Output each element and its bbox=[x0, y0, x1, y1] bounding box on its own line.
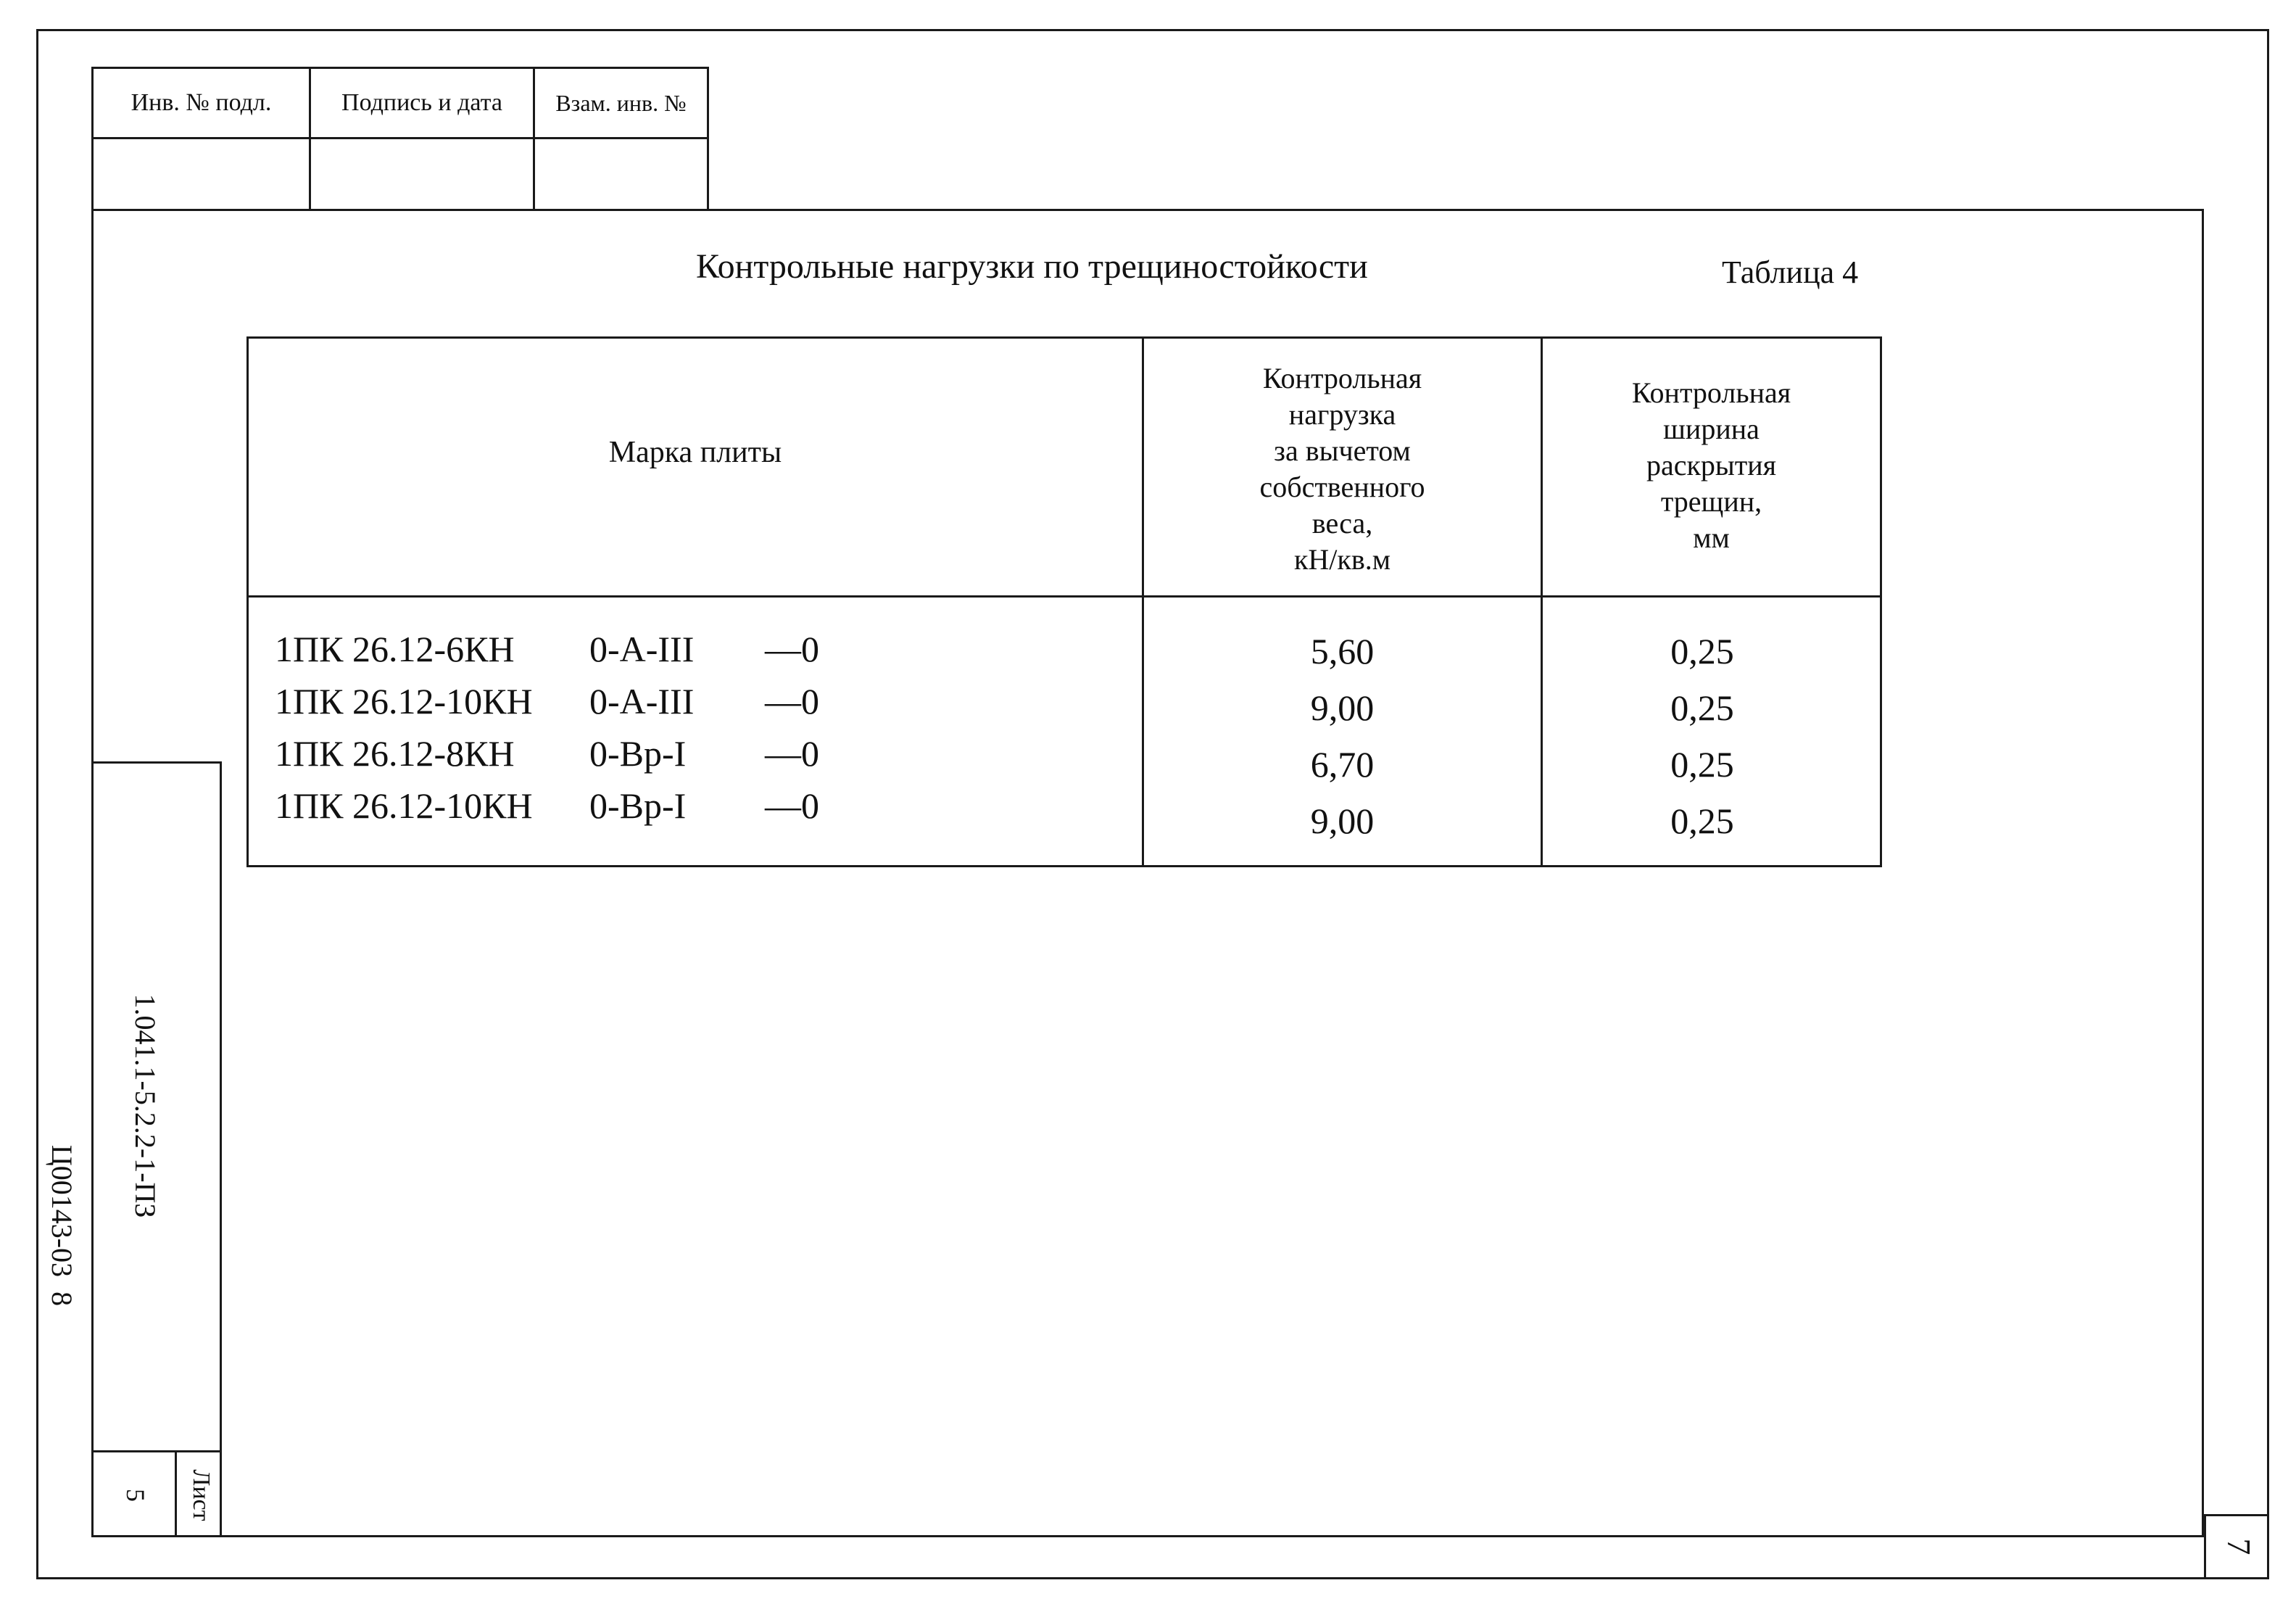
header-mark: Марка плиты bbox=[608, 436, 782, 469]
row-mark: 1ПК 26.12-10КН bbox=[275, 785, 533, 826]
row-width: 0,25 bbox=[1670, 801, 1734, 841]
stamp-header-inv-orig: Инв. № подл. bbox=[130, 89, 272, 116]
row-suffix: —0 bbox=[765, 629, 819, 669]
row-width: 0,25 bbox=[1670, 631, 1734, 671]
header-width-line: Контрольная bbox=[1631, 376, 1791, 409]
stamp-value-signature-date bbox=[311, 139, 533, 211]
sheet-number: 5 bbox=[121, 1489, 150, 1502]
header-load bbox=[1144, 360, 1541, 578]
header-width-line: раскрытия bbox=[1646, 449, 1777, 481]
stamp-header-replaced-inv: Взам. инв. № bbox=[555, 89, 687, 116]
header-load-line: нагрузка bbox=[1288, 398, 1396, 431]
sheet-cell-divider bbox=[175, 1452, 177, 1535]
stamp-header-signature-date: Подпись и дата bbox=[341, 89, 502, 116]
page-title: Контрольные нагрузки по трещиностойкости bbox=[696, 247, 1368, 286]
data-table bbox=[246, 336, 1882, 867]
row-mark: 1ПК 26.12-8КН bbox=[275, 733, 515, 774]
row-suffix: —0 bbox=[765, 681, 819, 722]
sheet-label: Лист bbox=[188, 1469, 215, 1521]
table-number: Таблица 4 bbox=[1722, 255, 1859, 290]
row-load: 5,60 bbox=[1310, 631, 1375, 671]
row-mark: 1ПК 26.12-6КН bbox=[275, 629, 515, 669]
row-rebar: 0-Вр-I bbox=[589, 785, 687, 826]
archive-number: 8 bbox=[46, 1291, 78, 1307]
stamp-block bbox=[91, 67, 709, 209]
header-load-line: за вычетом bbox=[1274, 434, 1411, 467]
header-load-line: кН/кв.м bbox=[1293, 543, 1391, 576]
row-suffix: —0 bbox=[765, 733, 819, 774]
row-rebar: 0-А-III bbox=[589, 629, 695, 669]
row-load: 9,00 bbox=[1310, 687, 1375, 728]
header-width-line: трещин, bbox=[1660, 485, 1762, 518]
archive-code bbox=[43, 1080, 80, 1371]
row-rebar: 0-А-III bbox=[589, 681, 695, 722]
stamp-value-inv-orig bbox=[94, 139, 309, 211]
header-width-line: мм bbox=[1693, 521, 1730, 554]
row-load: 9,00 bbox=[1310, 801, 1375, 841]
header-load-line: Контрольная bbox=[1262, 362, 1422, 394]
archive-code-text: Ц00143-03 bbox=[46, 1144, 78, 1278]
row-width: 0,25 bbox=[1670, 744, 1734, 785]
row-mark: 1ПК 26.12-10КН bbox=[275, 681, 533, 722]
header-load-line: веса, bbox=[1311, 507, 1373, 540]
header-width bbox=[1543, 375, 1880, 556]
row-rebar: 0-Вр-I bbox=[589, 733, 687, 774]
row-width: 0,25 bbox=[1670, 687, 1734, 728]
table-header-divider bbox=[249, 595, 1880, 598]
header-width-line: ширина bbox=[1663, 413, 1760, 445]
row-load: 6,70 bbox=[1310, 744, 1375, 785]
stamp-value-replaced-inv bbox=[535, 139, 707, 211]
header-load-line: собственного bbox=[1259, 471, 1425, 503]
page-number: 7 bbox=[2221, 1538, 2258, 1555]
doc-code: 1.041.1-5.2.2-1-ПЗ bbox=[129, 993, 162, 1218]
row-suffix: —0 bbox=[765, 785, 819, 826]
